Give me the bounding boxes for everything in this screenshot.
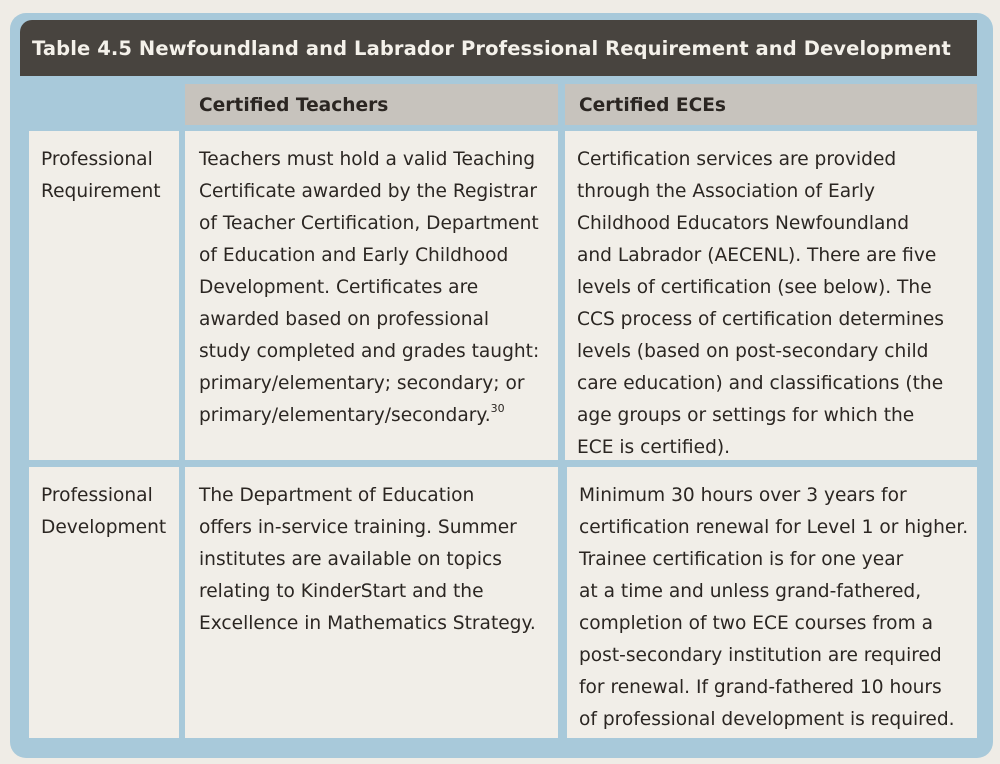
table-title: Table 4.5 Newfoundland and Labrador Professional Requirement and Development: [32, 36, 951, 60]
text-line: The Department of Education: [199, 485, 475, 506]
text-line: Development. Certificates are: [199, 277, 479, 298]
header-certified-eces: [565, 84, 977, 125]
row-label-professional-development: [29, 467, 179, 738]
text-line: relating to KinderStart and the: [199, 581, 484, 602]
text-line: institutes are available on topics: [199, 549, 502, 570]
cell-teachers-requirement: [185, 131, 558, 460]
text-line-with-footnote: [199, 400, 558, 432]
text-line: post-secondary institution are required: [579, 645, 942, 666]
text-line: of Teacher Certification, Department: [199, 213, 539, 234]
cell-teachers-development: [185, 467, 558, 738]
text-line: ECE is certified).: [577, 437, 731, 458]
text-line: primary/elementary; secondary; or: [199, 373, 525, 394]
text-line: awarded based on professional: [199, 309, 490, 330]
text-line: Trainee certification is for one year: [579, 549, 904, 570]
row-label-professional-requirement: [29, 131, 179, 460]
text-line: completion of two ECE courses from a: [579, 613, 933, 634]
table-title-bar: [20, 20, 977, 76]
text-line: at a time and unless grand-fathered,: [579, 581, 922, 602]
text-line: study completed and grades taught:: [199, 341, 540, 362]
text-line: Certificate awarded by the Registrar: [199, 181, 538, 202]
text-line: age groups or settings for which the: [577, 405, 915, 426]
row-label-line: Professional: [41, 149, 153, 170]
text-line: of Education and Early Childhood: [199, 245, 509, 266]
text-line: levels (based on post-secondary child: [577, 341, 929, 362]
row-label-line: Professional: [41, 485, 153, 506]
header-certified-teachers-label: Certified Teachers: [199, 95, 389, 116]
text-line: Childhood Educators Newfoundland: [577, 213, 910, 234]
header-certified-eces-label: Certified ECEs: [579, 95, 726, 116]
footnote-marker: 30: [490, 402, 505, 415]
text-line: certification renewal for Level 1 or higher.: [579, 517, 969, 538]
text-line: Teachers must hold a valid Teaching: [199, 149, 536, 170]
text-line: through the Association of Early: [577, 181, 875, 202]
text-line: levels of certification (see below). The: [577, 277, 932, 298]
text-line: offers in-service training. Summer: [199, 517, 517, 538]
text-line: and Labrador (AECENL). There are five: [577, 245, 937, 266]
cell-eces-development: [567, 467, 977, 738]
text-line: Certification services are provided: [577, 149, 897, 170]
text-line: Excellence in Mathematics Strategy.: [199, 613, 536, 634]
text-line: for renewal. If grand-fathered 10 hours: [579, 677, 942, 698]
text-line: of professional development is required.: [579, 709, 955, 730]
text-line: primary/elementary/secondary.: [199, 405, 491, 426]
row-label-line: Requirement: [41, 181, 161, 202]
cell-eces-requirement: [565, 131, 977, 460]
text-line: CCS process of certification determines: [577, 309, 944, 330]
header-certified-teachers: [185, 84, 558, 125]
row-label-line: Development: [41, 517, 167, 538]
text-line: care education) and classifications (the: [577, 373, 944, 394]
text-line: Minimum 30 hours over 3 years for: [579, 485, 907, 506]
